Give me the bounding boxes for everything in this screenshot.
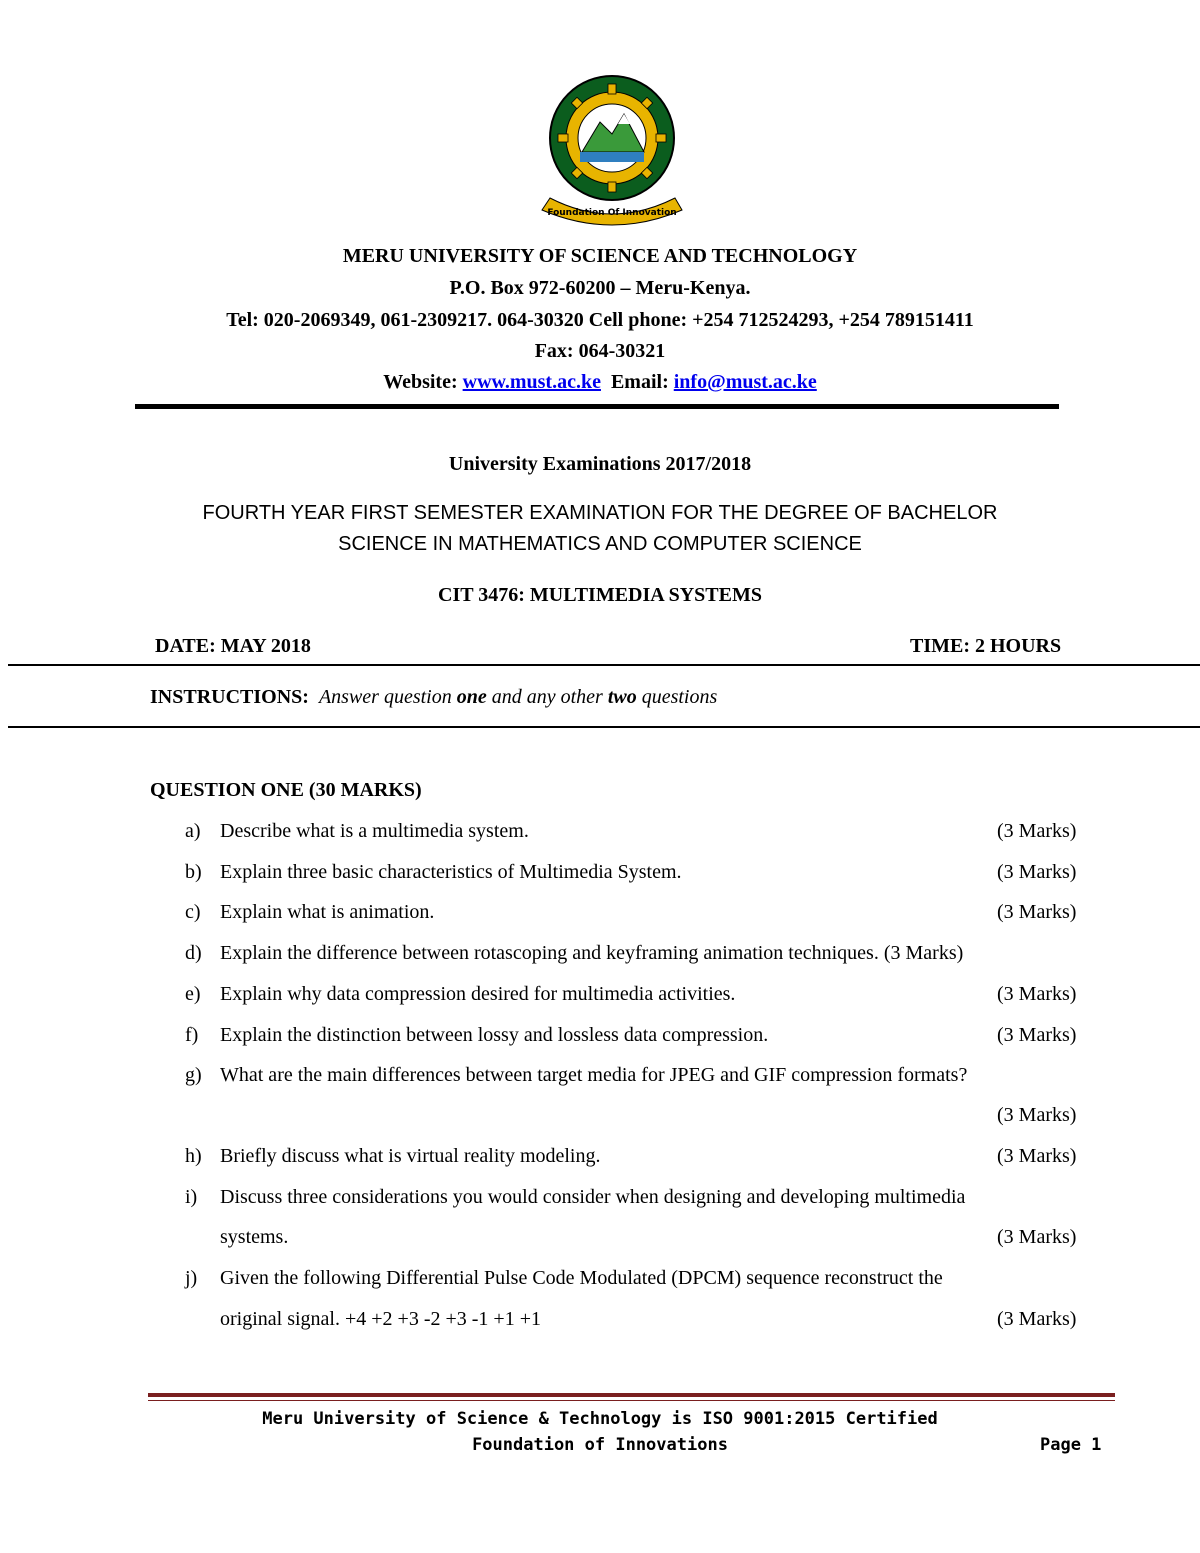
item-marks: (3 Marks) — [997, 820, 1077, 842]
contact-line — [0, 371, 1200, 394]
postal-address: P.O. Box 972-60200 – Meru-Kenya. — [449, 277, 751, 299]
exam-title-line2: SCIENCE IN MATHEMATICS AND COMPUTER SCIENCE — [338, 533, 862, 555]
question-one-heading: QUESTION ONE (30 MARKS) — [150, 779, 422, 801]
exam-time: TIME: 2 HOURS — [910, 635, 1062, 657]
item-text: Explain the distinction between lossy and lossless data compression. — [220, 1024, 769, 1046]
email-link[interactable]: info@must.ac.ke — [673, 371, 817, 393]
item-text: Explain the difference between rotascoping and keyframing animation techniques. (3 Marks) — [220, 942, 964, 964]
instructions-one: one — [456, 686, 487, 708]
item-text: Explain why data compression desired for multimedia activities. — [220, 983, 736, 1005]
instructions-divider — [8, 726, 1200, 728]
logo-emblem — [530, 70, 695, 230]
course-title: CIT 3476: MULTIMEDIA SYSTEMS — [438, 584, 762, 606]
item-marks: (3 Marks) — [997, 1308, 1077, 1330]
item-text: Explain three basic characteristics of Multimedia System. — [220, 861, 682, 883]
item-text: original signal. +4 +2 +3 -2 +3 -1 +1 +1 — [220, 1308, 541, 1330]
item-letter: b) — [185, 861, 202, 883]
footer-motto: Foundation of Innovations — [472, 1435, 728, 1455]
telephone-line: Tel: 020-2069349, 061-2309217. 064-30320 Cell phone: +254 712524293, +254 789151411 — [226, 309, 974, 331]
page-number: Page 1 — [1040, 1435, 1102, 1455]
item-marks: (3 Marks) — [997, 1104, 1077, 1126]
item-text: Given the following Differential Pulse Code Modulated (DPCM) sequence reconstruct the — [220, 1267, 943, 1289]
exam-title-line1: FOURTH YEAR FIRST SEMESTER EXAMINATION FOR THE DEGREE OF BACHELOR — [202, 502, 998, 524]
fax-line: Fax: 064-30321 — [534, 340, 666, 362]
item-text: systems. — [220, 1226, 289, 1248]
item-letter: f) — [185, 1024, 199, 1046]
item-marks: (3 Marks) — [997, 861, 1077, 883]
item-text: Briefly discuss what is virtual reality modeling. — [220, 1145, 601, 1167]
item-marks: (3 Marks) — [997, 1145, 1077, 1167]
item-text: Discuss three considerations you would consider when designing and developing multimedia — [220, 1186, 966, 1208]
item-letter: h) — [185, 1145, 202, 1167]
item-marks: (3 Marks) — [997, 1226, 1077, 1248]
item-letter: e) — [185, 983, 201, 1005]
instructions-label: INSTRUCTIONS: — [150, 686, 309, 708]
item-letter: a) — [185, 820, 201, 842]
exam-date: DATE: MAY 2018 — [155, 635, 311, 657]
logo-banner-text: Foundation Of Innovation — [547, 208, 677, 218]
website-link[interactable]: www.must.ac.ke — [462, 371, 601, 393]
item-marks: (3 Marks) — [997, 983, 1077, 1005]
footer-rule-thin — [148, 1400, 1115, 1401]
instructions — [150, 686, 717, 709]
instructions-part2: and any other — [491, 686, 603, 708]
item-letter: c) — [185, 901, 201, 923]
item-text: Describe what is a multimedia system. — [220, 820, 529, 842]
university-name: MERU UNIVERSITY OF SCIENCE AND TECHNOLOGY — [342, 245, 858, 267]
university-logo — [530, 70, 695, 230]
item-marks: (3 Marks) — [997, 1024, 1077, 1046]
item-text: Explain what is animation. — [220, 901, 435, 923]
exam-session: University Examinations 2017/2018 — [448, 453, 752, 475]
item-letter: d) — [185, 942, 202, 964]
footer-rule — [148, 1393, 1115, 1397]
instructions-part1: Answer question — [318, 686, 452, 708]
email-label: Email: — [610, 371, 669, 393]
instructions-part3: questions — [641, 686, 718, 708]
item-marks: (3 Marks) — [997, 901, 1077, 923]
date-divider — [8, 664, 1200, 666]
item-letter: g) — [185, 1064, 202, 1086]
website-label: Website: — [383, 371, 458, 393]
item-text: What are the main differences between target media for JPEG and GIF compression formats? — [220, 1064, 968, 1086]
item-letter: i) — [185, 1186, 198, 1208]
footer-certification: Meru University of Science & Technology is ISO 9001:2015 Certified — [262, 1409, 938, 1429]
instructions-two: two — [607, 686, 637, 708]
item-letter: j) — [185, 1267, 198, 1289]
header-divider — [135, 404, 1059, 409]
